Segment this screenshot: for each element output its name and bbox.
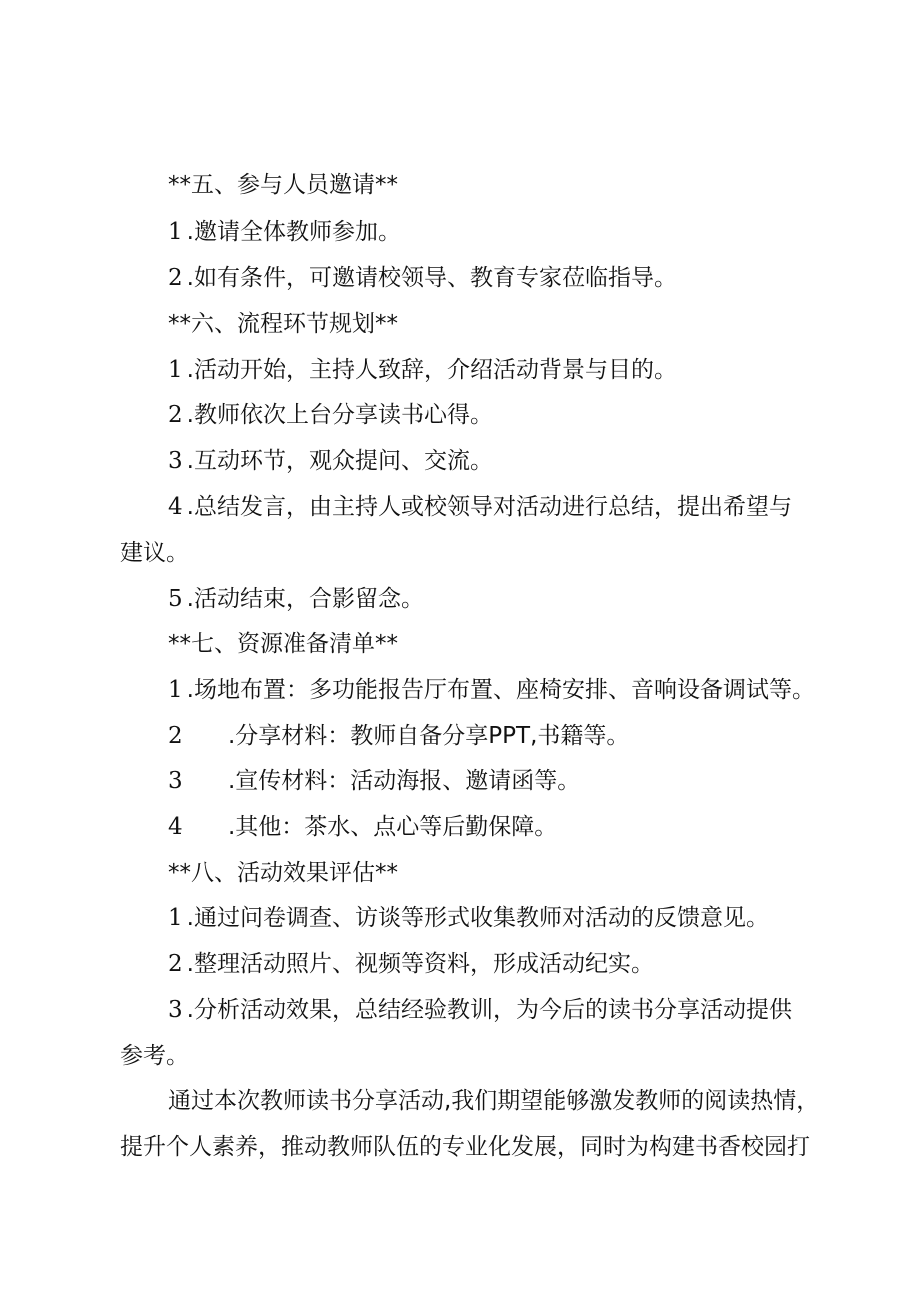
item-text: .教师依次上台分享读书心得。 xyxy=(186,402,493,428)
item-continuation: 参考。 xyxy=(120,1043,189,1069)
item-text: .互动环节，观众提问、交流。 xyxy=(186,448,493,474)
item-number: 3 xyxy=(168,768,183,794)
item-number: 4 xyxy=(168,814,183,840)
section-heading-7: **七、资源准备清单** xyxy=(168,631,398,657)
item-text: .分析活动效果，总结经验教训，为今后的读书分享活动提供 xyxy=(186,997,792,1023)
item-number: 2 xyxy=(168,723,183,749)
item-number: 2 xyxy=(168,402,183,428)
list-item xyxy=(168,766,580,796)
item-text: .其他：茶水、点心等后勤保障。 xyxy=(228,814,558,840)
list-item xyxy=(168,995,792,1025)
item-number: 2 xyxy=(168,265,183,291)
item-text: .活动结束，合影留念。 xyxy=(186,586,424,612)
list-item xyxy=(168,812,557,842)
item-text: .分享材料：教师自备分享PPT,书籍等。 xyxy=(228,723,630,749)
item-number: 1 xyxy=(168,905,183,931)
item-text: .如有条件，可邀请校领导、教育专家莅临指导。 xyxy=(186,265,677,291)
item-continuation: 建议。 xyxy=(120,540,189,566)
closing-paragraph-line: 通过本次教师读书分享活动,我们期望能够激发教师的阅读热情， xyxy=(168,1088,820,1114)
list-item xyxy=(168,217,401,247)
section-heading-5: **五、参与人员邀请** xyxy=(168,172,398,198)
item-number: 2 xyxy=(168,951,183,977)
list-item xyxy=(168,949,654,979)
list-item xyxy=(168,446,493,476)
section-heading-6: **六、流程环节规划** xyxy=(168,311,398,337)
list-item xyxy=(168,492,792,522)
list-item xyxy=(168,355,677,385)
list-item xyxy=(168,721,629,751)
item-number: 1 xyxy=(168,357,183,383)
item-number: 3 xyxy=(168,997,183,1023)
closing-paragraph-line: 提升个人素养，推动教师队伍的专业化发展，同时为构建书香校园打 xyxy=(120,1134,810,1160)
item-number: 4 xyxy=(168,494,183,520)
item-number: 1 xyxy=(168,219,183,245)
item-text: .总结发言，由主持人或校领导对活动进行总结，提出希望与 xyxy=(186,494,792,520)
item-number: 1 xyxy=(168,677,183,703)
list-item xyxy=(168,584,424,614)
item-number: 5 xyxy=(168,586,183,612)
item-number: 3 xyxy=(168,448,183,474)
item-text: .整理活动照片、视频等资料，形成活动纪实。 xyxy=(186,951,654,977)
list-item xyxy=(168,903,769,933)
list-item xyxy=(168,263,677,293)
list-item xyxy=(168,400,493,430)
list-item xyxy=(168,675,815,705)
item-text: .邀请全体教师参加。 xyxy=(186,219,401,245)
item-text: .通过问卷调查、访谈等形式收集教师对活动的反馈意见。 xyxy=(186,905,769,931)
item-text: .活动开始，主持人致辞，介绍活动背景与目的。 xyxy=(186,357,677,383)
item-text: .场地布置：多功能报告厅布置、座椅安排、音响设备调试等。 xyxy=(186,677,815,703)
section-heading-8: **八、活动效果评估** xyxy=(168,860,398,886)
item-text: .宣传材料：活动海报、邀请函等。 xyxy=(228,768,581,794)
